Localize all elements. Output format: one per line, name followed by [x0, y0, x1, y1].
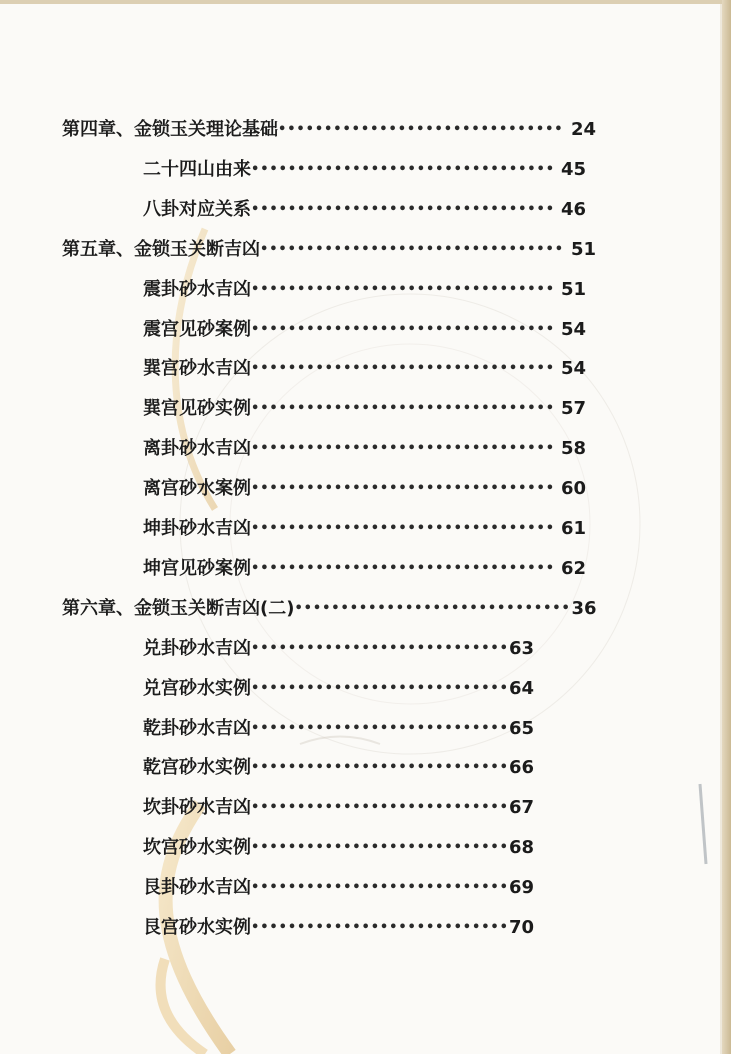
toc-title: 艮宫砂水实例: [143, 917, 251, 938]
toc-page-number: 46: [561, 199, 587, 220]
toc-page-number: 66: [509, 757, 535, 778]
toc-leader-dots: •••••••••••••••••••••••••••••••••: [251, 481, 555, 496]
toc-page-number: 62: [561, 558, 587, 579]
toc-entry-row: [143, 157, 586, 183]
toc-page-number: 24: [571, 119, 597, 140]
toc-title: 兑宫砂水实例: [143, 678, 251, 699]
toc-entry-row: [143, 277, 586, 303]
toc-title: 兑卦砂水吉凶: [143, 638, 251, 659]
table-of-contents: [0, 4, 722, 1004]
toc-page-number: 58: [561, 438, 587, 459]
toc-entry-row: [143, 875, 534, 901]
toc-leader-dots: •••••••••••••••••••••••••••••••••: [251, 441, 555, 456]
toc-leader-dots: ••••••••••••••••••••••••••••: [251, 641, 509, 656]
toc-chapter-row: [62, 117, 596, 143]
toc-leader-dots: ••••••••••••••••••••••••••••: [251, 880, 509, 895]
toc-title: 艮卦砂水吉凶: [143, 877, 251, 898]
toc-leader-dots: ••••••••••••••••••••••••••••: [251, 840, 509, 855]
toc-page-number: 60: [561, 478, 587, 499]
toc-page-number: 63: [509, 638, 535, 659]
document-page: [0, 4, 722, 1054]
toc-title: 巽宫见砂实例: [143, 398, 251, 419]
toc-entry-row: [143, 835, 534, 861]
toc-entry-row: [143, 396, 586, 422]
toc-leader-dots: ••••••••••••••••••••••••••••: [251, 721, 509, 736]
toc-entry-row: [143, 676, 534, 702]
toc-title: 离宫砂水案例: [143, 478, 251, 499]
toc-page-number: 51: [561, 279, 587, 300]
toc-chapter-row: [62, 596, 596, 622]
toc-page-number: 54: [561, 358, 587, 379]
toc-page-number: 67: [509, 797, 535, 818]
toc-entry-row: [143, 636, 534, 662]
toc-page-number: 54: [561, 319, 587, 340]
toc-page-number: 69: [509, 877, 535, 898]
toc-title: 二十四山由来: [143, 159, 251, 180]
toc-page-number: 36: [571, 598, 597, 619]
toc-page-number: 57: [561, 398, 587, 419]
toc-entry-row: [143, 436, 586, 462]
toc-title: 震宫见砂案例: [143, 319, 251, 340]
toc-entry-row: [143, 716, 534, 742]
toc-leader-dots: •••••••••••••••••••••••••••••••••: [251, 361, 555, 376]
toc-leader-dots: •••••••••••••••••••••••••••••••••: [251, 162, 555, 177]
toc-leader-dots: •••••••••••••••••••••••••••••••••: [251, 561, 555, 576]
toc-title: 离卦砂水吉凶: [143, 438, 251, 459]
toc-leader-dots: •••••••••••••••••••••••••••••••: [278, 122, 564, 137]
toc-title: 坎卦砂水吉凶: [143, 797, 251, 818]
toc-leader-dots: ••••••••••••••••••••••••••••: [251, 681, 509, 696]
toc-page-number: 51: [571, 239, 597, 260]
toc-entry-row: [143, 915, 534, 941]
toc-title: 坤卦砂水吉凶: [143, 518, 251, 539]
toc-page-number: 65: [509, 718, 535, 739]
toc-entry-row: [143, 317, 586, 343]
toc-entry-row: [143, 476, 586, 502]
toc-title: 坤宫见砂案例: [143, 558, 251, 579]
toc-entry-row: [143, 516, 586, 542]
toc-chapter-row: [62, 237, 596, 263]
toc-title: 乾卦砂水吉凶: [143, 718, 251, 739]
toc-page-number: 70: [509, 917, 535, 938]
toc-title: 第六章、金锁玉关断吉凶(二): [62, 598, 295, 619]
toc-leader-dots: •••••••••••••••••••••••••••••••••: [251, 282, 555, 297]
toc-leader-dots: •••••••••••••••••••••••••••••••••: [251, 322, 555, 337]
toc-leader-dots: ••••••••••••••••••••••••••••: [251, 760, 509, 775]
toc-entry-row: [143, 556, 586, 582]
toc-leader-dots: ••••••••••••••••••••••••••••: [251, 920, 509, 935]
toc-title: 巽宫砂水吉凶: [143, 358, 251, 379]
toc-entry-row: [143, 356, 586, 382]
page-right-edge: [722, 0, 731, 1054]
toc-leader-dots: ••••••••••••••••••••••••••••••: [294, 601, 571, 616]
toc-leader-dots: •••••••••••••••••••••••••••••••••: [251, 521, 555, 536]
toc-entry-row: [143, 197, 586, 223]
toc-entry-row: [143, 755, 534, 781]
toc-title: 第五章、金锁玉关断吉凶: [62, 239, 260, 260]
toc-title: 坎宫砂水实例: [143, 837, 251, 858]
toc-page-number: 61: [561, 518, 587, 539]
toc-title: 震卦砂水吉凶: [143, 279, 251, 300]
toc-leader-dots: ••••••••••••••••••••••••••••: [251, 800, 509, 815]
toc-leader-dots: •••••••••••••••••••••••••••••••••: [251, 401, 555, 416]
toc-title: 第四章、金锁玉关理论基础: [62, 119, 278, 140]
toc-page-number: 45: [561, 159, 587, 180]
toc-title: 八卦对应关系: [143, 199, 251, 220]
toc-title: 乾宫砂水实例: [143, 757, 251, 778]
toc-page-number: 68: [509, 837, 535, 858]
toc-leader-dots: •••••••••••••••••••••••••••••••••: [260, 242, 564, 257]
toc-entry-row: [143, 795, 534, 821]
toc-page-number: 64: [509, 678, 535, 699]
toc-leader-dots: •••••••••••••••••••••••••••••••••: [251, 202, 555, 217]
